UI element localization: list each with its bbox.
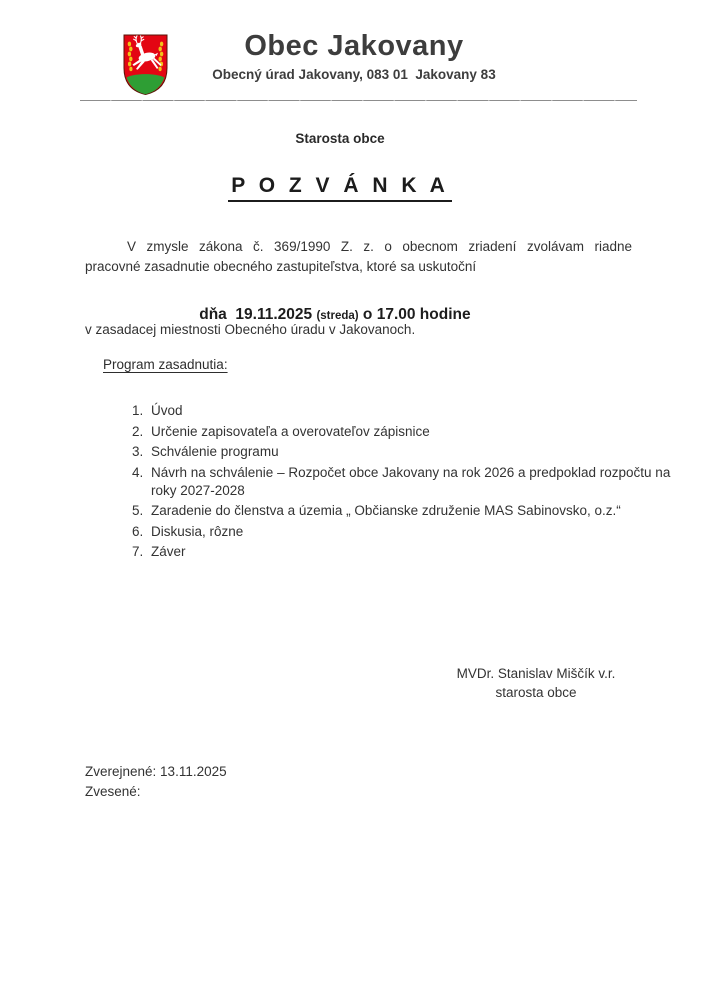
meeting-time: o 17.00 hodine	[358, 306, 471, 323]
program-heading: Program zasadnutia:	[103, 357, 228, 372]
intro-paragraph	[85, 237, 632, 277]
program-item: 1. Úvod	[147, 402, 684, 420]
signature-block	[440, 664, 632, 702]
program-item: 2. Určenie zapisovateľa a overovateľov zápisnice	[147, 423, 684, 441]
published-date: 13.11.2025	[160, 764, 227, 779]
program-list	[85, 402, 684, 564]
program-item: 4. Návrh na schválenie – Rozpočet obce Jakovany na rok 2026 a predpoklad rozpočtu na roky 2027-2028	[147, 464, 684, 500]
published-label: Zverejnené:	[85, 764, 161, 779]
signature-name: MVDr. Stanislav Miščík v.r.	[456, 666, 616, 681]
program-item: 5. Zaradenie do členstva a územia „ Občianske združenie MAS Sabinovsko, o.z.“	[147, 502, 684, 520]
signature-role: starosta obce	[495, 685, 577, 700]
issuer-line: Starosta obce	[295, 131, 385, 146]
document-title: P O Z V Á N K A	[228, 174, 452, 202]
taken-down-line: Zvesené:	[85, 784, 141, 799]
meeting-weekday: (streda)	[316, 310, 359, 322]
intro-line-2: pracovné zasadnutie obecného zastupiteľstva, ktoré sa uskutoční	[85, 259, 477, 274]
program-item: 7. Záver	[147, 543, 684, 561]
published-line	[85, 762, 227, 782]
publication-footer	[85, 762, 227, 802]
program-item: 3. Schválenie programu	[147, 443, 684, 461]
program-item: 6. Diskusia, rôzne	[147, 523, 684, 541]
meeting-venue: v zasadacej miestnosti Obecného úradu v Jakovanoch.	[85, 322, 416, 337]
municipality-title: Obec Jakovany	[244, 30, 464, 62]
office-address: Obecný úrad Jakovany, 083 01 Jakovany 83	[212, 67, 496, 82]
header-divider	[80, 100, 637, 101]
document-title-wrap	[85, 174, 595, 202]
meeting-date: dňa 19.11.2025	[199, 306, 317, 323]
intro-line-1: V zmysle zákona č. 369/1990 Z. z. o obecnom zriadení zvolávam riadne	[127, 239, 632, 254]
